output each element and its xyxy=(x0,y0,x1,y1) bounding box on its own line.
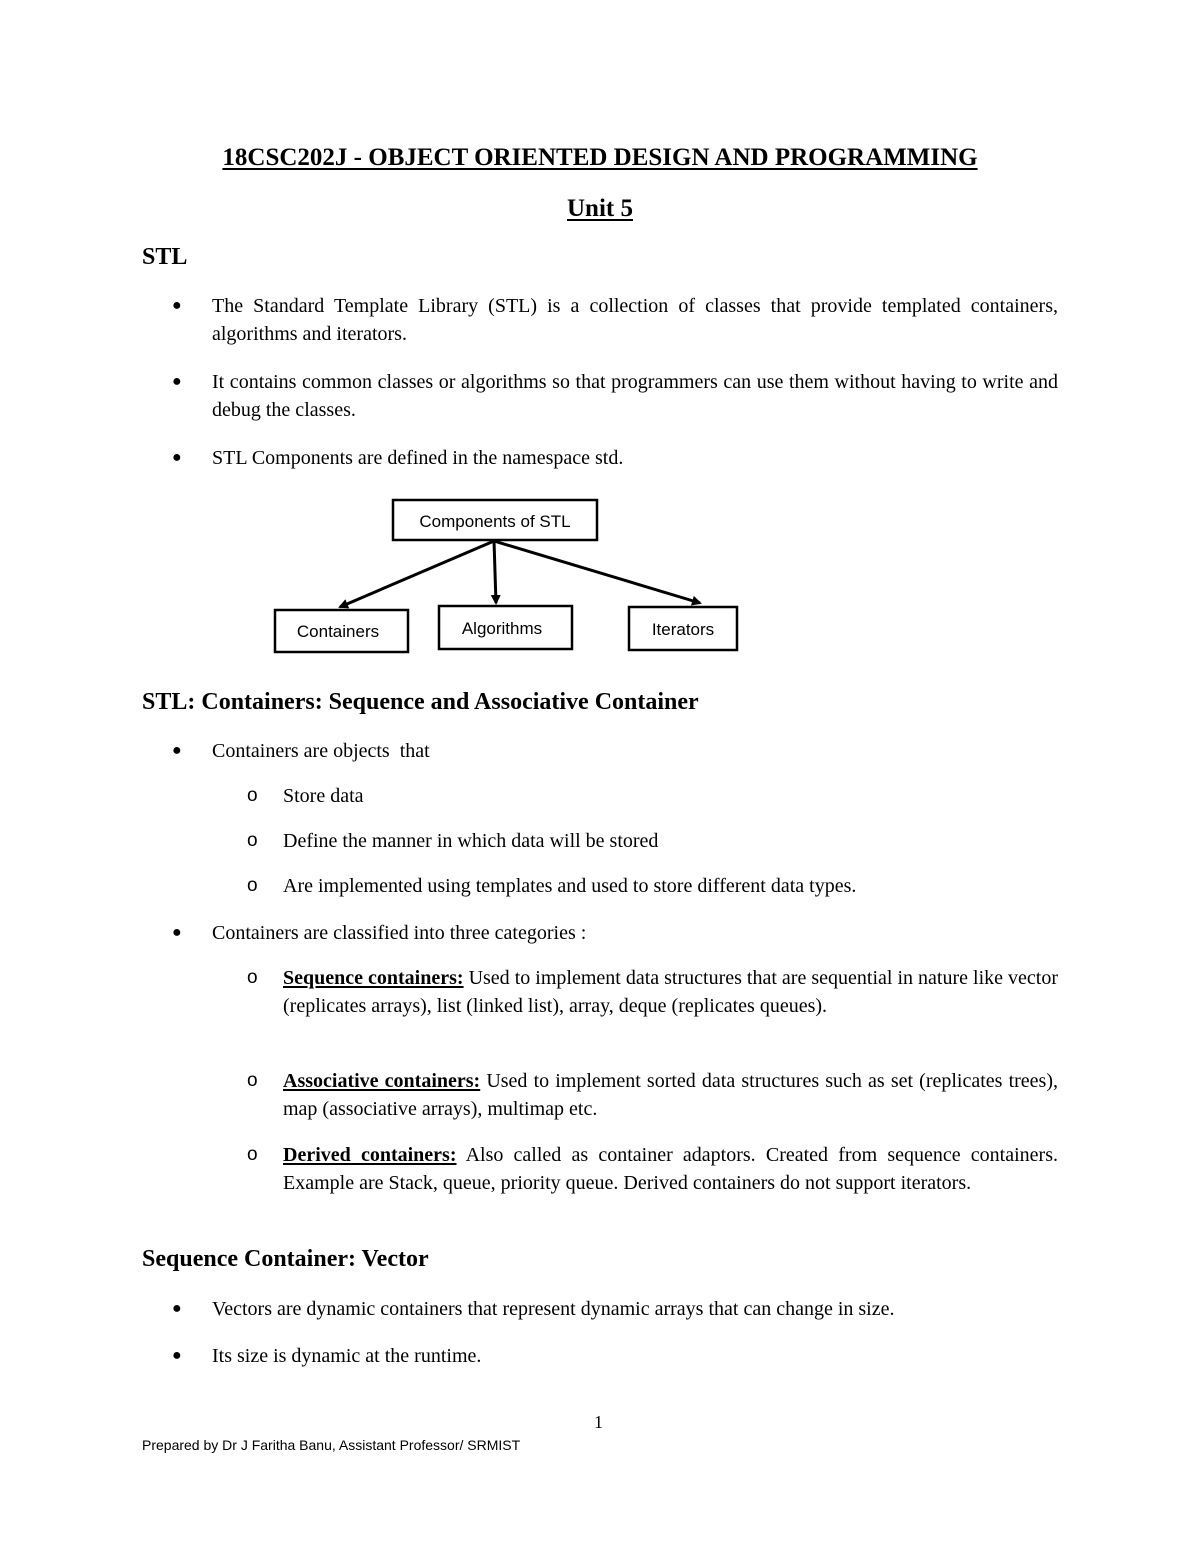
category-derived xyxy=(283,1141,1058,1197)
sub-item-define-manner: Define the manner in which data will be stored xyxy=(283,830,659,852)
category-term: Sequence containers: xyxy=(283,967,464,989)
category-text: Used to implement sorted data structures such as set (replicates trees), map (associative arrays), multimap etc. xyxy=(283,1070,1058,1120)
sub-item-templates: Are implemented using templates and used to store different data types. xyxy=(283,875,857,897)
arrow-to-algorithms xyxy=(494,541,496,603)
vector-bullet-2: Its size is dynamic at the runtime. xyxy=(212,1345,482,1367)
containers-heading: STL: Containers: Sequence and Associative Container xyxy=(142,689,699,715)
arrow-to-containers xyxy=(340,541,494,607)
bullet-icon: ● xyxy=(172,1347,182,1364)
containers-label: Containers xyxy=(296,622,380,641)
circle-bullet-icon: o xyxy=(247,967,258,988)
category-text: Also called as container adaptors. Created from sequence containers. Example are Stack, queue, priority queue. Derived containers do not support iterators. xyxy=(283,1144,1058,1194)
stl-bullet-3: STL Components are defined in the namespace std. xyxy=(212,447,624,469)
category-associative xyxy=(283,1067,1058,1123)
category-sequence xyxy=(283,964,1058,1020)
containers-bullet-1: Containers are objects that xyxy=(212,740,430,762)
circle-bullet-icon: o xyxy=(247,785,258,806)
bullet-icon: ● xyxy=(172,1300,182,1317)
algorithms-label: Algorithms xyxy=(461,619,543,638)
stl-bullet-2: It contains common classes or algorithms so that programmers can use them without having to write and debug the classes. xyxy=(212,371,1058,421)
vector-heading: Sequence Container: Vector xyxy=(142,1246,429,1272)
iterators-label: Iterators xyxy=(651,620,715,639)
root-label: Components of STL xyxy=(419,512,571,531)
bullet-icon: ● xyxy=(172,297,182,314)
arrow-to-iterators xyxy=(494,541,700,603)
course-title: 18CSC202J - OBJECT ORIENTED DESIGN AND PROGRAMMING xyxy=(222,144,978,171)
circle-bullet-icon: o xyxy=(247,830,258,851)
page-number: 1 xyxy=(594,1412,603,1432)
circle-bullet-icon: o xyxy=(247,875,258,896)
stl-heading: STL xyxy=(142,244,188,270)
unit-title: Unit 5 xyxy=(567,195,633,222)
category-text: Used to implement data structures that are sequential in nature like vector (replicates arrays), list (linked list), array, deque (replicates queues). xyxy=(283,967,1058,1017)
containers-bullet-2: Containers are classified into three categories : xyxy=(212,922,587,944)
bullet-icon: ● xyxy=(172,742,182,759)
stl-components-diagram xyxy=(0,0,1200,700)
bullet-icon: ● xyxy=(172,449,182,466)
circle-bullet-icon: o xyxy=(247,1144,258,1165)
bullet-icon: ● xyxy=(172,924,182,941)
sub-item-store-data: Store data xyxy=(283,785,364,807)
footer-prepared-by: Prepared by Dr J Faritha Banu, Assistant Professor/ SRMIST xyxy=(142,1437,521,1453)
category-term: Derived containers: xyxy=(283,1144,457,1166)
circle-bullet-icon: o xyxy=(247,1070,258,1091)
category-term: Associative containers: xyxy=(283,1070,481,1092)
bullet-icon: ● xyxy=(172,373,182,390)
stl-bullet-1: The Standard Template Library (STL) is a collection of classes that provide templated containers, algorithms and iterators. xyxy=(212,295,1058,345)
vector-bullet-1: Vectors are dynamic containers that represent dynamic arrays that can change in size. xyxy=(212,1298,895,1320)
